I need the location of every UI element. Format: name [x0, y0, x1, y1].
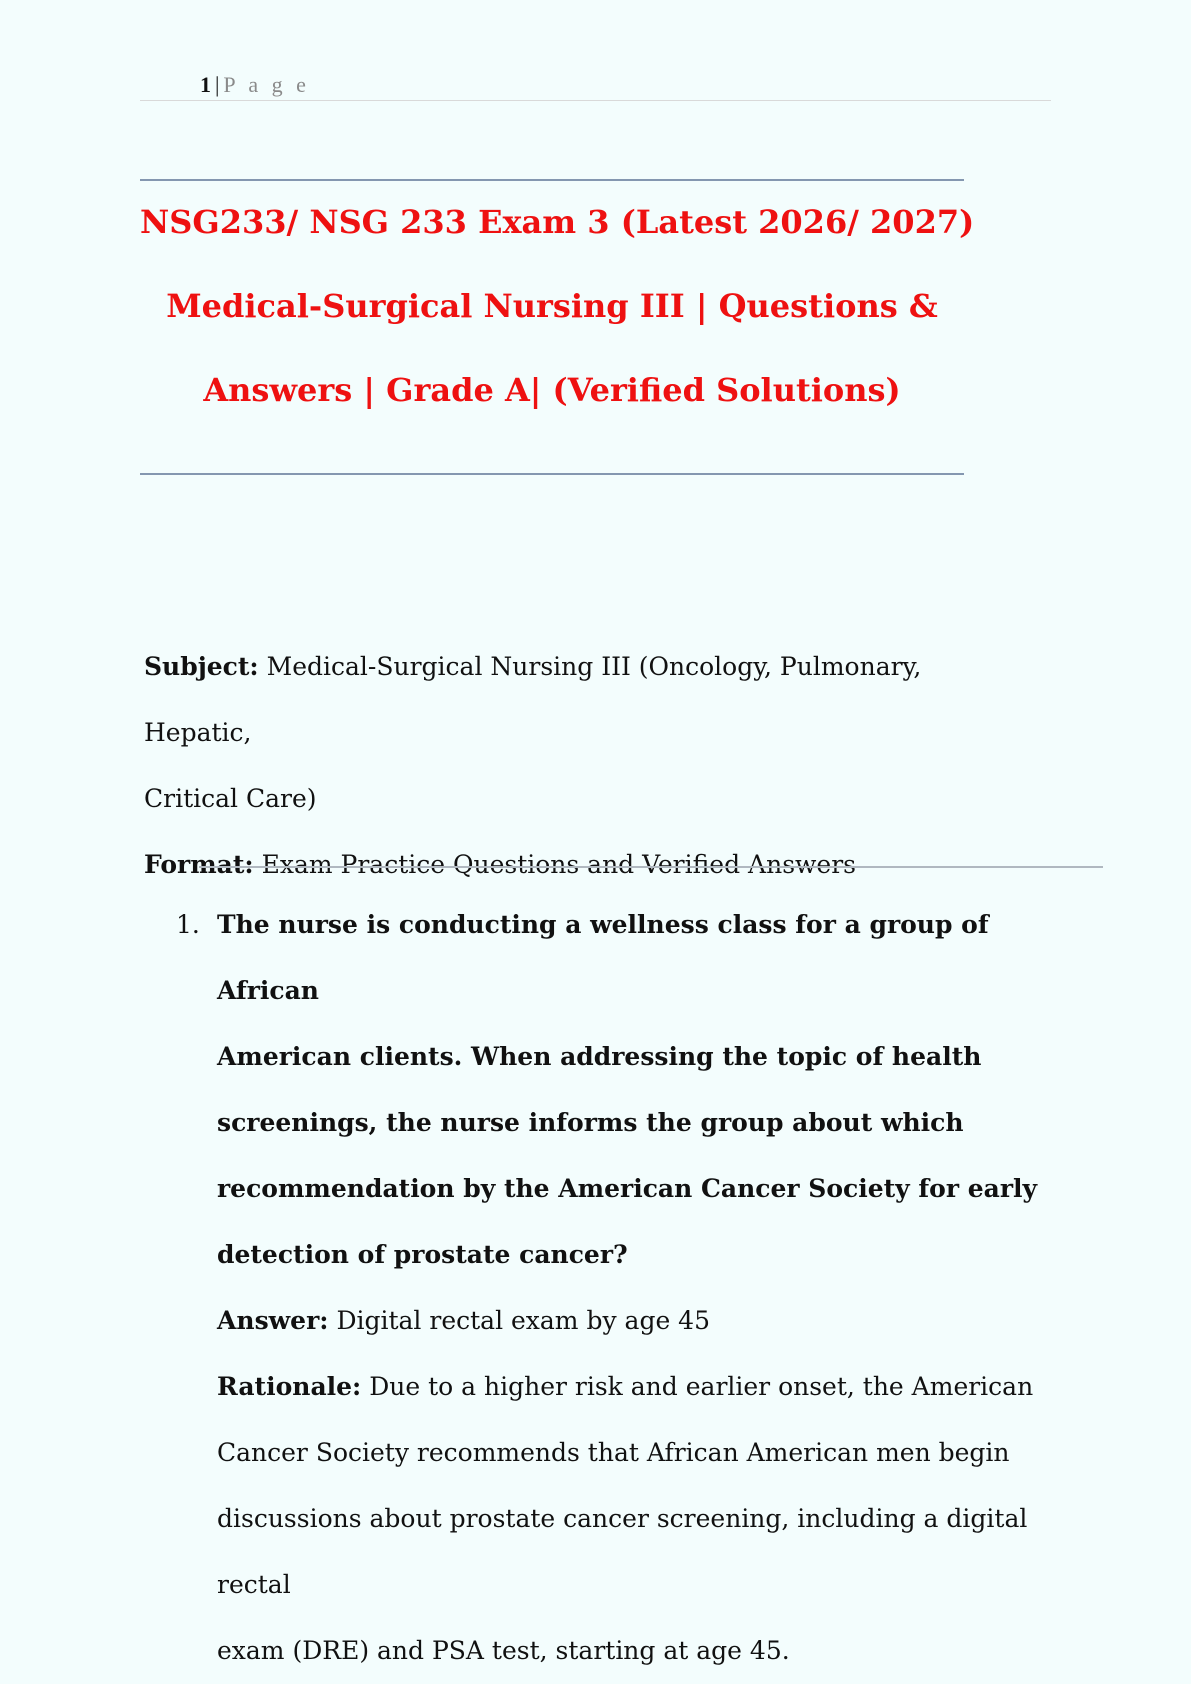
- page-header: [200, 72, 310, 98]
- title-line-2: Medical-Surgical Nursing III | Questions &: [166, 287, 938, 325]
- question-line: American clients. When addressing the topic of health: [217, 1042, 982, 1071]
- question-line: screenings, the nurse informs the group about which: [217, 1108, 964, 1137]
- answer-row: [217, 1288, 1076, 1354]
- answer-label: Answer:: [217, 1306, 329, 1335]
- question-line: The nurse is conducting a wellness class for a group of African: [217, 910, 989, 1005]
- title-line-3: Answers | Grade A| (Verified Solutions): [203, 371, 901, 409]
- page-label: P a g e: [223, 72, 310, 97]
- rationale-line: Due to a higher risk and earlier onset, the American: [369, 1372, 1034, 1401]
- subject-value-line-2: Critical Care): [144, 784, 317, 813]
- subject-row: [144, 634, 984, 766]
- question-number: 1.: [176, 910, 200, 939]
- document-meta: [144, 634, 984, 898]
- rationale-line: discussions about prostate cancer screening, including a digital rectal: [217, 1504, 1028, 1599]
- subject-value-line-1: Medical-Surgical Nursing III (Oncology, Pulmonary, Hepatic,: [144, 652, 922, 747]
- document-title: [140, 180, 975, 432]
- title-line-1: NSG233/ NSG 233 Exam 3 (Latest 2026/ 2027): [140, 203, 975, 241]
- header-divider: [140, 100, 1051, 101]
- answer-value: Digital rectal exam by age 45: [336, 1306, 710, 1335]
- rationale-label: Rationale:: [217, 1372, 362, 1401]
- section-divider: [199, 866, 1103, 868]
- subject-label: Subject:: [144, 652, 259, 681]
- rationale-row: [217, 1354, 1076, 1420]
- format-row: [144, 832, 984, 898]
- question-body: [217, 892, 1076, 1684]
- title-bottom-divider: [140, 473, 964, 475]
- question-line: detection of prostate cancer?: [217, 1240, 628, 1269]
- format-value: Exam Practice Questions and Verified Answers: [261, 850, 857, 879]
- question-line: recommendation by the American Cancer Society for early: [217, 1174, 1038, 1203]
- page-number: 1: [200, 72, 211, 97]
- question-item: [176, 892, 1076, 1684]
- page-separator: |: [215, 72, 220, 97]
- format-label: Format:: [144, 850, 254, 879]
- rationale-line: Cancer Society recommends that African American men begin: [217, 1438, 1010, 1467]
- rationale-line: exam (DRE) and PSA test, starting at age 45.: [217, 1636, 790, 1665]
